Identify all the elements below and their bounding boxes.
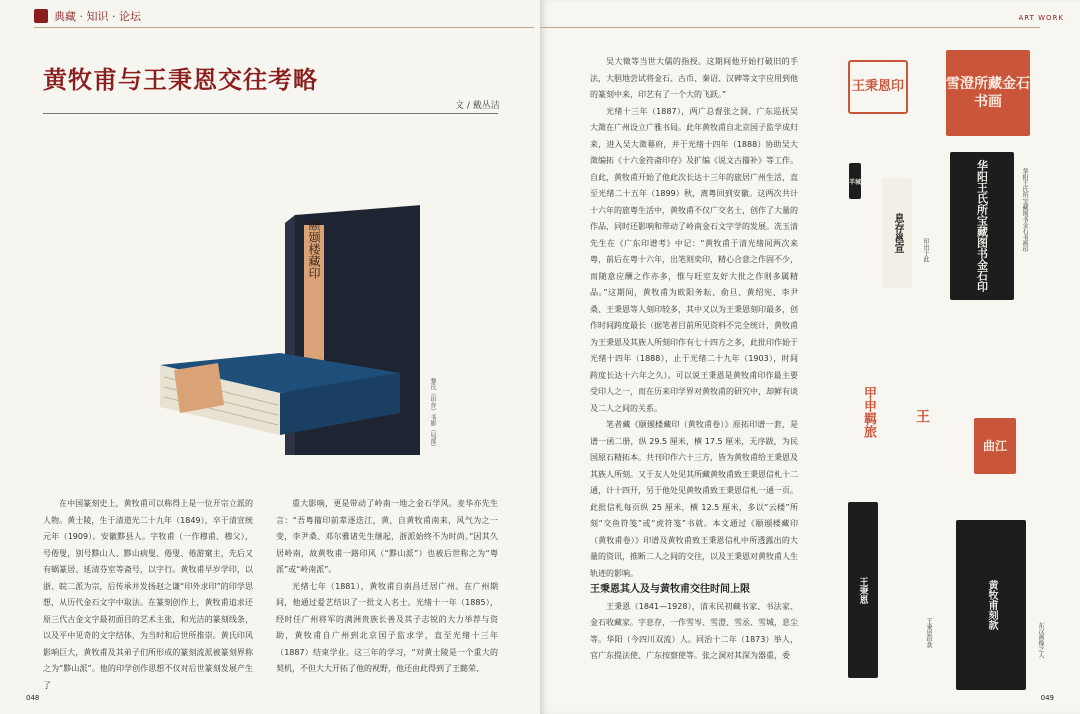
paragraph: 重大影响，更是带动了岭南一地之金石学风。麦华亦先生言：“吾粤籀印前辈逐迭江，黄，自黄牧甫南来，风气为之一变，李尹桑、邓尔雅诸先生继起，浙派始终不为时尚。”因其久居岭南，故黄牧甫一路印风（“黟山派”）也被后世称之为“粤派”或“岭南派”。 xyxy=(276,499,498,574)
header-rule xyxy=(34,27,534,28)
seal-side-rubbing: 羊城 xyxy=(849,163,861,199)
seal-inscription: 息存邕宣 xyxy=(882,178,912,288)
header-rule xyxy=(540,27,1040,28)
seal-rubbing: 华阳王氏所宝藏图书金石印 xyxy=(950,152,1014,300)
right-page xyxy=(540,0,1080,714)
seal-impression: 曲江 xyxy=(974,418,1016,474)
seal-rubbing: 黄牧甫刻款 xyxy=(956,520,1026,690)
title-rule xyxy=(43,113,498,114)
paragraph: 光绪十三年（1887），两广总督张之洞、广东巡抚吴大澂在广州设立广雅书局。此年黄牧甫自北京国子监学成归来，进入吴大澂幕府，并于光绪十四年（1888）协助吴大澂编拓《十六金符斋印存》及扩编《说文古籀补》等工作。自此，黄牧甫开始了他此次长达十三年的旅居广州生活，直至光绪二十五年（1899）秋，离粤回到安徽。这两次共计十六年的旅粤生活中，黄牧甫不仅广交名士，创作了大量的作品，同时还影响和带动了岭南金石文字学的发展。冼玉清先生在《广东印谱考》中记：“黄牧甫于清光绪间两次来粤，前后在粤十六年，出笔则奕印，精心合意之作固不少，而随意应酬之作亦多，惟与旺室友好大批之作则多属精品。”这期间，黄牧甫为欧阳务耘、俞旦、黄绍宪、李尹桑、王秉恩等人刻印较多，其中又以为王秉恩刻印最多，创作时间跨度最长（据笔者目前所见资料不完全统计，黄牧甫为王秉恩及其族人所刻印作有七十四方之多，此批印作始于光绪十四年（1888），止于光绪二十九年（1903），时间跨度长达十六年之久）。可以说王秉恩是黄牧甫印作最主要受印人之一，而在历来印学界对黄牧甫的研究中，却鲜有谈及二人之间的关系。 xyxy=(590,106,798,413)
seal-caption: 王秉恩印款 xyxy=(925,618,932,648)
section-subheading: 王秉恩其人及与黄牧甫交往时间上限 xyxy=(590,584,750,595)
magazine-logo-icon xyxy=(34,9,48,23)
paragraph: 吴大徵等当世大儒的指授。这期间他开始打破旧的手法，大胆地尝试将金石、古币、秦诏、汉碑等文字应用到他的篆刻中来，印艺有了一个大的飞跃。” xyxy=(590,57,798,99)
seal-impression: 王秉恩印 xyxy=(848,60,908,114)
paragraph: 在中国篆刻史上，黄牧甫可以称得上是一位开宗立派的人物。黄士陵，生于清道光二十九年（1849），卒于清宣统元年（1909）。安徽黟县人。字牧甫（一作穆甫、穆父），号倦叟，别号黟山人、黟山病叟、倦叟、倦游窠主，先后又有蜗篆居、延清芬室等斋号，以字行。黄牧甫早岁学印，以浙、皖二派为宗，后传承并发扬赵之谦“印外求印”的印学思想，从历代金石文字中取法。在篆刻创作上，黄牧甫追求还原三代古金文字最初面目的艺术主张，和光洁的篆刻线条，以及平中见奇的文字结体，为当时和后世所推崇。黄氏印风影响巨大，黄牧甫及其弟子们所形成的篆刻流派被篆刻界称之为“黟山派”。他的印学创作思想不仅对后世篆刻发展产生了 xyxy=(43,499,253,690)
body-column-1 xyxy=(43,496,253,694)
section-header xyxy=(34,8,141,24)
photo-caption: 黎氏《印存》书影（局部） xyxy=(429,378,436,450)
article-title: 黄牧甫与王秉恩交往考略 xyxy=(43,65,318,94)
article-byline: 文 / 戴丛洁 xyxy=(455,101,500,111)
page-number-left: 048 xyxy=(26,694,40,702)
body-column-2 xyxy=(276,496,498,678)
seal-impression: 甲申羁旅 xyxy=(861,386,876,438)
section-label: 典藏 · 知识 · 论坛 xyxy=(54,10,141,23)
seal-impression: 雪澄所藏金石书画 xyxy=(946,50,1030,136)
page-number-right: 049 xyxy=(1040,694,1054,702)
art-work-label: ART WORK xyxy=(1018,14,1064,22)
paragraph: 笔者藏《颐颋楼藏印（黄牧甫卷）》原拓印谱一套，是谱一函二册，纵 29.5 厘米，横 17.5 厘米，无序跋，为民国原石精拓本。共刊印作六十三方，皆为黄牧甫给王秉恩及其族人所刻。又于友人处见其所藏黄牧甫致王秉恩信札十二通，计十四开，另于他处见黄牧甫致王秉恩信札一通一页。此批信札每页纵 25 厘米，横 12.5 厘米，多以“云楼”所刻“交鱼符笺”或“虎符笺”书就。本文通过《颐颋楼藏印（黄牧甫卷）》印谱及黄牧甫致王秉恩信札中所透露出的大量的资讯，推断二人之间的交往，以及王秉恩对黄牧甫人生轨迹的影响。 xyxy=(590,420,798,578)
seal-caption: 东汉画像之人 xyxy=(1037,622,1044,658)
seal-caption: 印出于此 xyxy=(922,238,929,262)
body-column-3 xyxy=(590,54,798,665)
seal-side-rubbing: 王秉恩 xyxy=(848,502,878,678)
seal-caption: 华阳王氏所宝藏图书金石书画印 xyxy=(1021,168,1028,252)
paragraph: 王秉恩（1841—1928），清末民初藏书家、书法家、金石收藏家。字息存，一作雪岑、雪澄、雪丞、雪城，息尘等。华阳（今四川双流）人。同治十二年（1873）举人，官广东提法使、广东按察使等。张之洞对其深为器重，委 xyxy=(590,601,798,660)
book-photo xyxy=(160,205,420,455)
standing-book-label-text: 颐颋楼藏印 xyxy=(307,219,321,279)
seal-impression: 王 xyxy=(914,409,930,423)
paragraph: 光绪七年（1881），黄牧甫自南昌迁居广州。在广州期间，他通过爱艺结识了一批文人名士。光绪十一年（1885），经时任广州将军的满洲贵族长善及其子志锐的大力举荐与资助，黄牧甫自广州到北京国子监求学，直至光绪十三年（1887）结束学业。这三年的学习，“对黄士陵是一个重大的契机，不但大大开拓了他的视野，他还由此得到了王懿荣、 xyxy=(276,581,498,673)
lying-book-label xyxy=(174,363,224,413)
